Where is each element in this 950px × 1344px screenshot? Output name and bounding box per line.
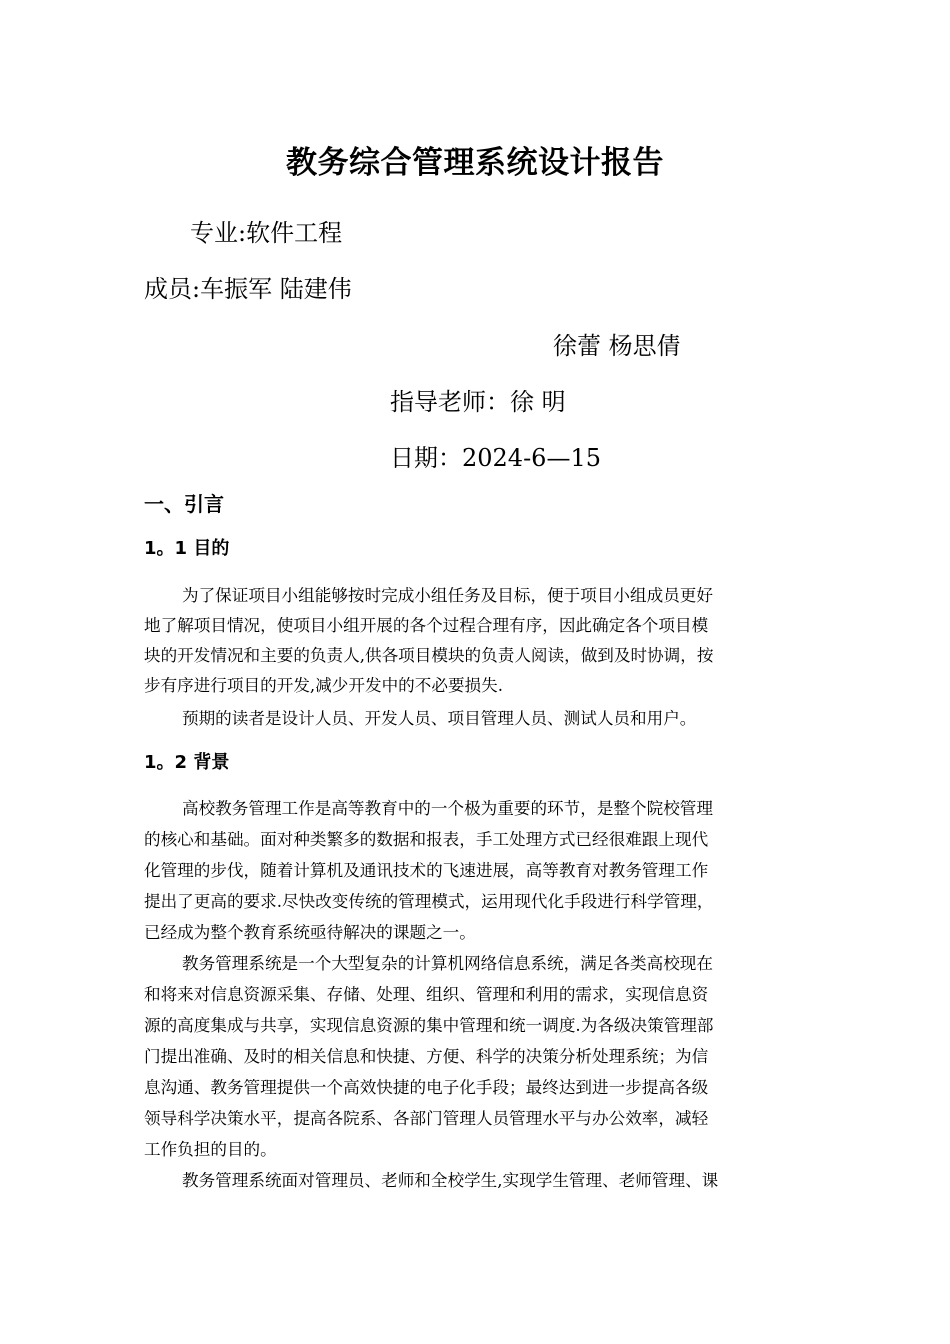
section-heading-intro: 一、引言 xyxy=(144,492,224,516)
date-line: 日期：2024-6—15 xyxy=(390,444,601,472)
paragraph-line: 工作负担的目的。 xyxy=(144,1140,277,1159)
paragraph-line: 化管理的步伐，随着计算机及通讯技术的飞速进展，高等教育对教务管理工作 xyxy=(144,861,709,880)
members-line-2: 徐蕾 杨思倩 xyxy=(553,332,681,360)
members-line-1: 成员:车振军 陆建伟 xyxy=(144,275,352,303)
major-line: 专业:软件工程 xyxy=(190,219,343,247)
paragraph-line: 块的开发情况和主要的负责人,供各项目模块的负责人阅读，做到及时协调，按 xyxy=(144,646,714,665)
paragraph-line: 领导科学决策水平，提高各院系、各部门管理人员管理水平与办公效率，减轻 xyxy=(144,1109,709,1128)
paragraph-line: 的核心和基础。面对种类繁多的数据和报表，手工处理方式已经很难跟上现代 xyxy=(144,830,709,849)
paragraph-line: 教务管理系统面对管理员、老师和全校学生,实现学生管理、老师管理、课 xyxy=(182,1171,719,1190)
paragraph-line: 源的高度集成与共享，实现信息资源的集中管理和统一调度.为各级决策管理部 xyxy=(144,1016,714,1035)
subsection-heading-purpose: 1。1 目的 xyxy=(144,538,230,559)
paragraph-line: 已经成为整个教育系统亟待解决的课题之一。 xyxy=(144,923,476,942)
paragraph-line: 高校教务管理工作是高等教育中的一个极为重要的环节，是整个院校管理 xyxy=(182,799,713,818)
paragraph-line: 提出了更高的要求.尽快改变传统的管理模式，运用现代化手段进行科学管理， xyxy=(144,892,714,911)
paragraph-line: 门提出准确、及时的相关信息和快捷、方便、科学的决策分析处理系统；为信 xyxy=(144,1047,709,1066)
paragraph-line: 预期的读者是设计人员、开发人员、项目管理人员、测试人员和用户。 xyxy=(182,709,697,728)
paragraph-line: 步有序进行项目的开发,减少开发中的不必要损失. xyxy=(144,676,504,695)
paragraph-line: 息沟通、教务管理提供一个高效快捷的电子化手段；最终达到进一步提高各级 xyxy=(144,1078,709,1097)
document-title: 教务综合管理系统设计报告 xyxy=(286,145,664,181)
paragraph-line: 和将来对信息资源采集、存储、处理、组织、管理和利用的需求，实现信息资 xyxy=(144,985,709,1004)
paragraph-line: 教务管理系统是一个大型复杂的计算机网络信息系统，满足各类高校现在 xyxy=(182,954,713,973)
paragraph-line: 地了解项目情况，使项目小组开展的各个过程合理有序，因此确定各个项目模 xyxy=(144,616,709,635)
subsection-heading-background: 1。2 背景 xyxy=(144,752,230,773)
paragraph-line: 为了保证项目小组能够按时完成小组任务及目标，便于项目小组成员更好 xyxy=(182,586,713,605)
advisor-line: 指导老师：徐 明 xyxy=(390,388,566,416)
